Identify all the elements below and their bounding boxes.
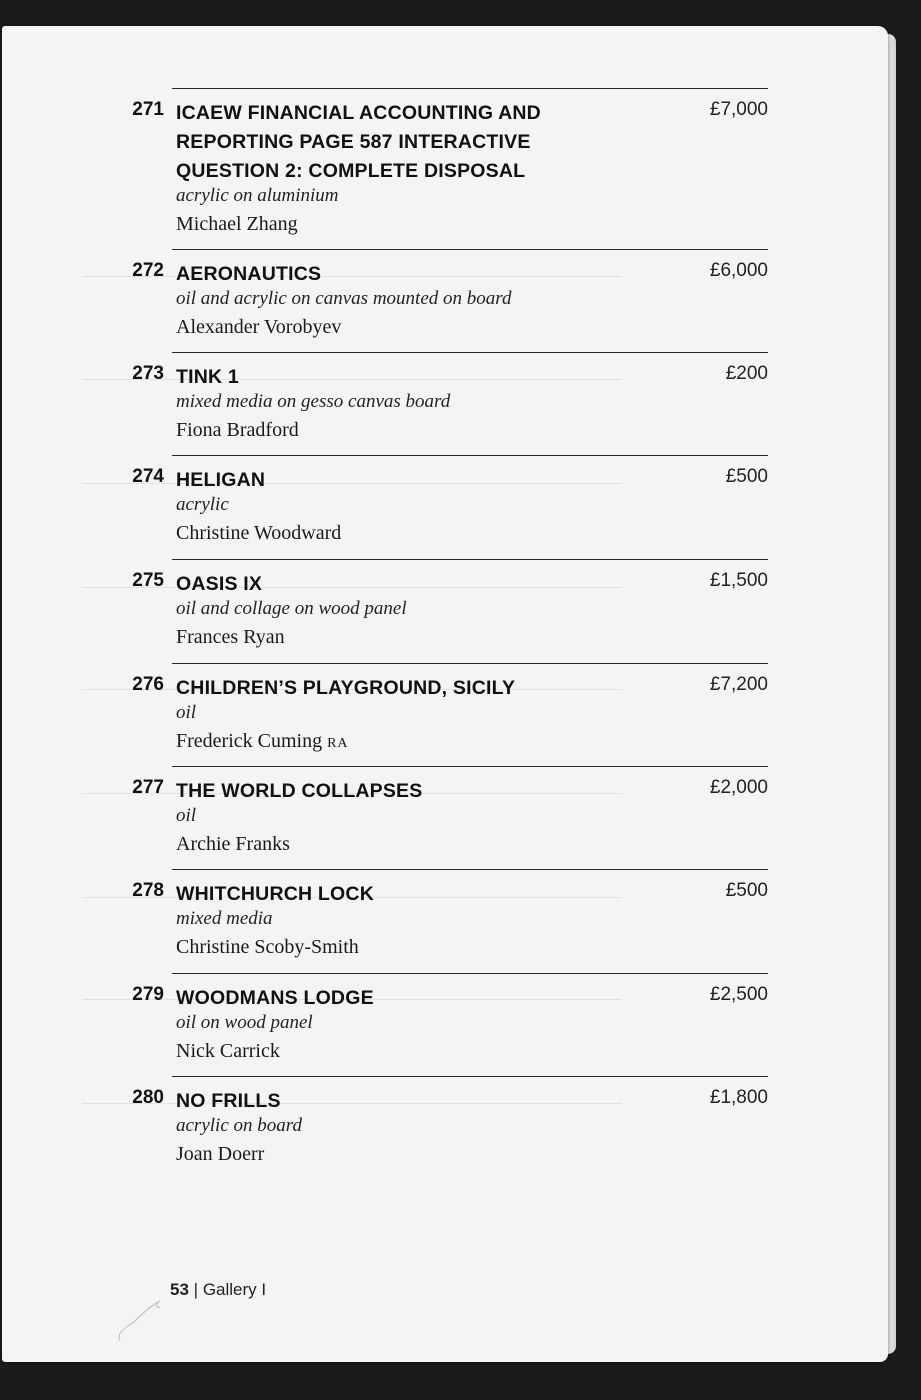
pencil-doodle [110, 1291, 170, 1351]
entry-artist: Michael Zhang [176, 213, 298, 235]
entry-price: £500 [725, 880, 768, 901]
entry-artist: Joan Doerr [176, 1143, 265, 1165]
entry-price: £1,800 [709, 1087, 768, 1108]
divider [172, 249, 768, 250]
entry-title: NO FRILLS [176, 1090, 281, 1112]
entry-number: 274 [132, 466, 164, 487]
list-item [0, 1076, 921, 1179]
entry-title: ICAEW FINANCIAL ACCOUNTING AND REPORTING PAGE 587 INTERACTIVE QUESTION 2: COMPLETE DISPOSAL [176, 102, 541, 182]
entry-number: 277 [132, 777, 164, 798]
entry-medium: mixed media [176, 908, 273, 929]
entry-medium: acrylic on aluminium [176, 185, 339, 206]
artist-honorific: RA [327, 736, 349, 751]
entry-number: 276 [132, 674, 164, 695]
divider [172, 559, 768, 560]
entry-price: £200 [725, 363, 768, 384]
entry-price: £6,000 [709, 260, 768, 281]
entry-medium: oil and acrylic on canvas mounted on board [176, 288, 512, 309]
entry-price: £500 [725, 466, 768, 487]
entry-title: WHITCHURCH LOCK [176, 883, 374, 905]
page-footer [170, 1280, 266, 1300]
entry-artist: Christine Scoby-Smith [176, 936, 359, 958]
entry-price: £2,500 [709, 984, 768, 1005]
entry-medium: oil on wood panel [176, 1012, 313, 1033]
footer-separator: | [193, 1280, 199, 1299]
divider [172, 1076, 768, 1077]
divider [172, 766, 768, 767]
divider [172, 663, 768, 664]
list-item [0, 869, 921, 972]
list-item [0, 663, 921, 766]
entry-title: CHILDREN’S PLAYGROUND, SICILY [176, 677, 516, 699]
entry-artist: Fiona Bradford [176, 419, 299, 441]
entry-medium: oil [176, 805, 197, 826]
entry-artist: Archie Franks [176, 833, 290, 855]
list-item [0, 88, 921, 235]
entry-price: £2,000 [709, 777, 768, 798]
divider [172, 455, 768, 456]
list-item [0, 249, 921, 352]
list-item [0, 352, 921, 455]
entry-title: HELIGAN [176, 469, 266, 491]
entry-price: £7,200 [709, 674, 768, 695]
entry-number: 280 [132, 1087, 164, 1108]
list-item [0, 559, 921, 662]
entry-artist [176, 730, 349, 753]
entry-artist: Christine Woodward [176, 522, 342, 544]
list-item [0, 973, 921, 1076]
entry-medium: mixed media on gesso canvas board [176, 391, 451, 412]
entry-number: 279 [132, 984, 164, 1005]
divider [172, 352, 768, 353]
list-item [0, 766, 921, 869]
divider [172, 88, 768, 89]
artist-name: Frederick Cuming [176, 730, 323, 752]
section-name: Gallery I [202, 1280, 267, 1299]
entry-medium: acrylic on board [176, 1115, 302, 1136]
entry-title: AERONAUTICS [176, 263, 322, 285]
entry-price: £7,000 [709, 99, 768, 120]
entry-title: THE WORLD COLLAPSES [176, 780, 423, 802]
entry-title: TINK 1 [176, 366, 239, 388]
entry-artist: Nick Carrick [176, 1040, 280, 1062]
entry-title: OASIS IX [176, 573, 263, 595]
divider [172, 869, 768, 870]
entry-number: 272 [132, 260, 164, 281]
entry-medium: oil [176, 702, 197, 723]
entry-number: 275 [132, 570, 164, 591]
entry-title: WOODMANS LODGE [176, 987, 374, 1009]
entry-number: 271 [132, 99, 164, 120]
entry-number: 273 [132, 363, 164, 384]
entry-number: 278 [132, 880, 164, 901]
entry-medium: oil and collage on wood panel [176, 598, 407, 619]
entry-artist: Alexander Vorobyev [176, 316, 342, 338]
entry-price: £1,500 [709, 570, 768, 591]
entry-artist: Frances Ryan [176, 626, 285, 648]
page-number: 53 [170, 1280, 189, 1299]
list-item [0, 455, 921, 558]
divider [172, 973, 768, 974]
entry-medium: acrylic [176, 494, 229, 515]
